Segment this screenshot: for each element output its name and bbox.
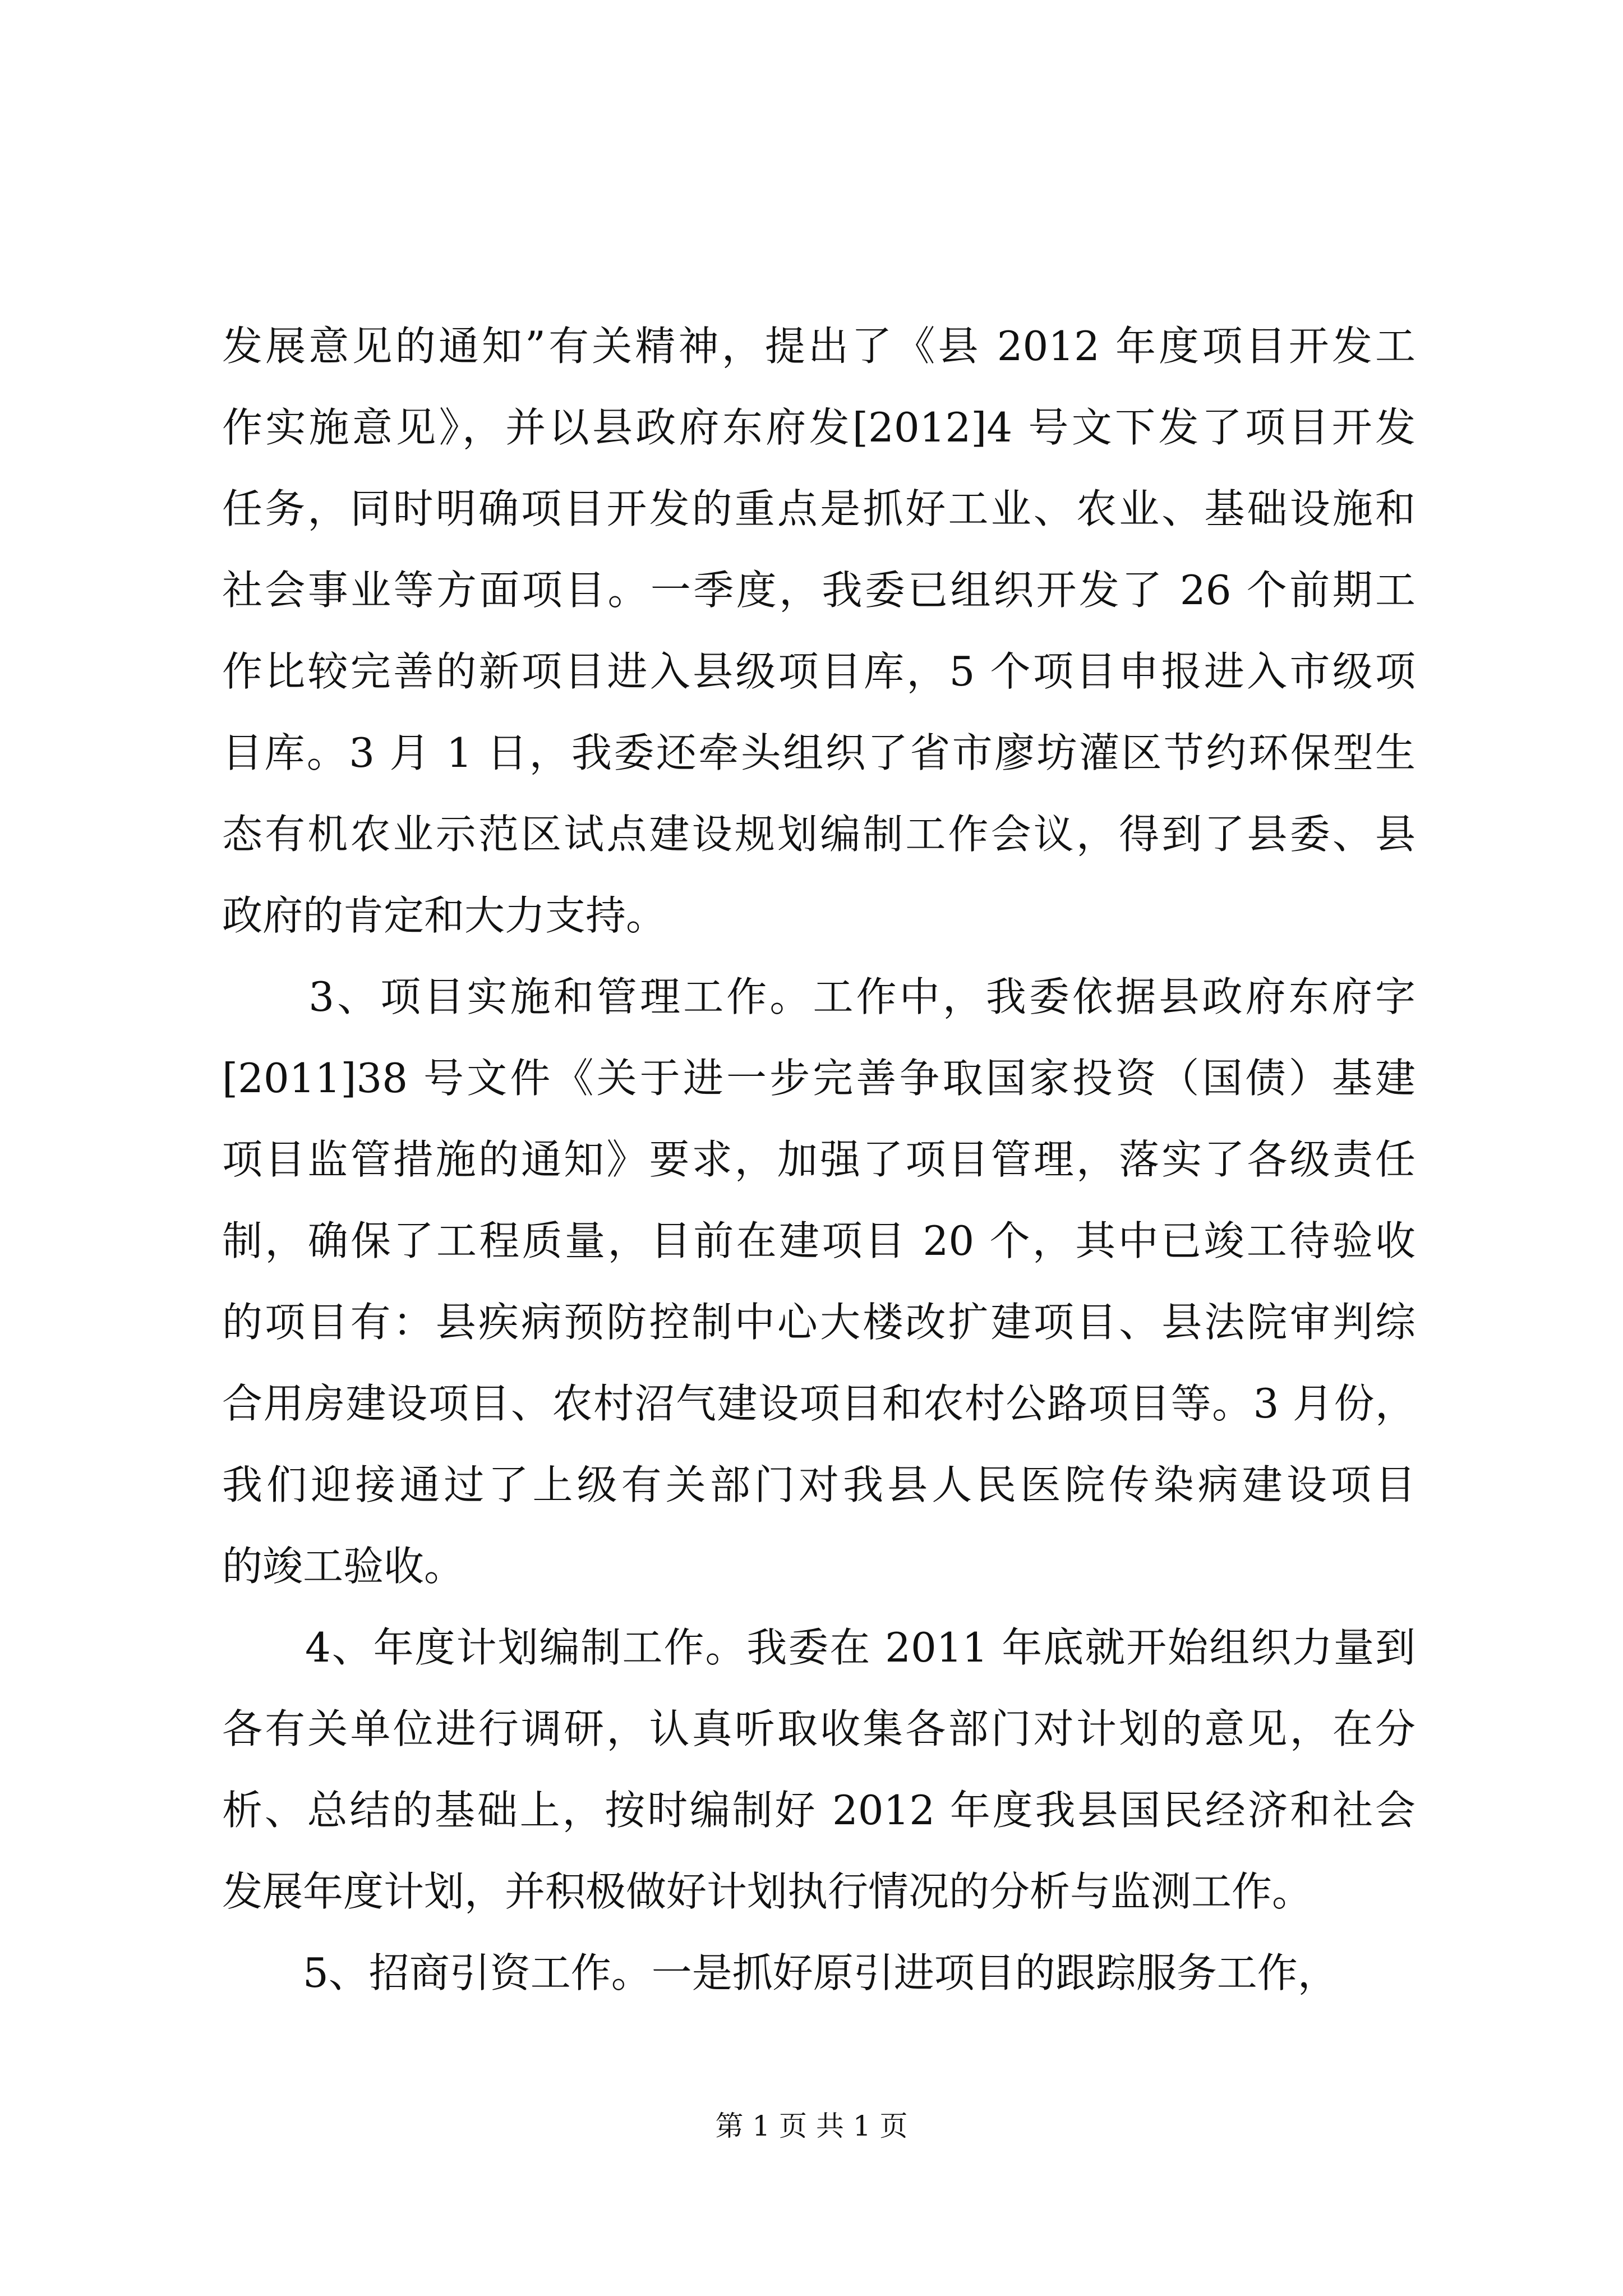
text-line: 的竣工验收。	[222, 1543, 465, 1590]
text-line: 合用房建设项目、农村沼气建设项目和农村公路项目等。3 月份，	[222, 1380, 1415, 1427]
text-line: 制，确保了工程质量，目前在建项目 20 个，其中已竣工待验收	[222, 1217, 1415, 1264]
text-line: 项目监管措施的通知》要求，加强了项目管理，落实了各级责任	[222, 1136, 1415, 1183]
text-line: 各有关单位进行调研，认真听取收集各部门对计划的意见，在分	[222, 1705, 1415, 1752]
body-text	[222, 306, 1415, 2014]
text-line: 目库。3 月 1 日，我委还牵头组织了省市廖坊灌区节约环保型生	[222, 729, 1415, 776]
text-line: 析、总结的基础上，按时编制好 2012 年度我县国民经济和社会	[222, 1787, 1415, 1834]
text-line: 作比较完善的新项目进入县级项目库，5 个项目申报进入市级项	[222, 648, 1415, 695]
text-line: 态有机农业示范区试点建设规划编制工作会议，得到了县委、县	[222, 811, 1415, 858]
text-line: 的项目有：县疾病预防控制中心大楼改扩建项目、县法院审判综	[222, 1299, 1415, 1346]
text-line: 发展年度计划，并积极做好计划执行情况的分析与监测工作。	[222, 1868, 1313, 1915]
text-line: 社会事业等方面项目。一季度，我委已组织开发了 26 个前期工	[222, 567, 1415, 614]
text-line: 5、招商引资工作。一是抓好原引进项目的跟踪服务工作，	[222, 1949, 1338, 1996]
text-line: [2011]38 号文件《关于进一步完善争取国家投资（国债）基建	[222, 1055, 1415, 1102]
text-line: 3、项目实施和管理工作。工作中，我委依据县政府东府字	[222, 973, 1415, 1020]
text-line: 作实施意见》，并以县政府东府发[2012]4 号文下发了项目开发	[222, 404, 1415, 451]
text-line: 任务，同时明确项目开发的重点是抓好工业、农业、基础设施和	[222, 485, 1415, 532]
text-line: 政府的肯定和大力支持。	[222, 892, 667, 939]
page-footer: 第 1 页 共 1 页	[715, 2110, 908, 2142]
text-line: 4、年度计划编制工作。我委在 2011 年底就开始组织力量到	[222, 1624, 1415, 1671]
text-line: 发展意见的通知”有关精神，提出了《县 2012 年度项目开发工	[222, 323, 1415, 370]
text-line: 我们迎接通过了上级有关部门对我县人民医院传染病建设项目	[222, 1461, 1415, 1508]
